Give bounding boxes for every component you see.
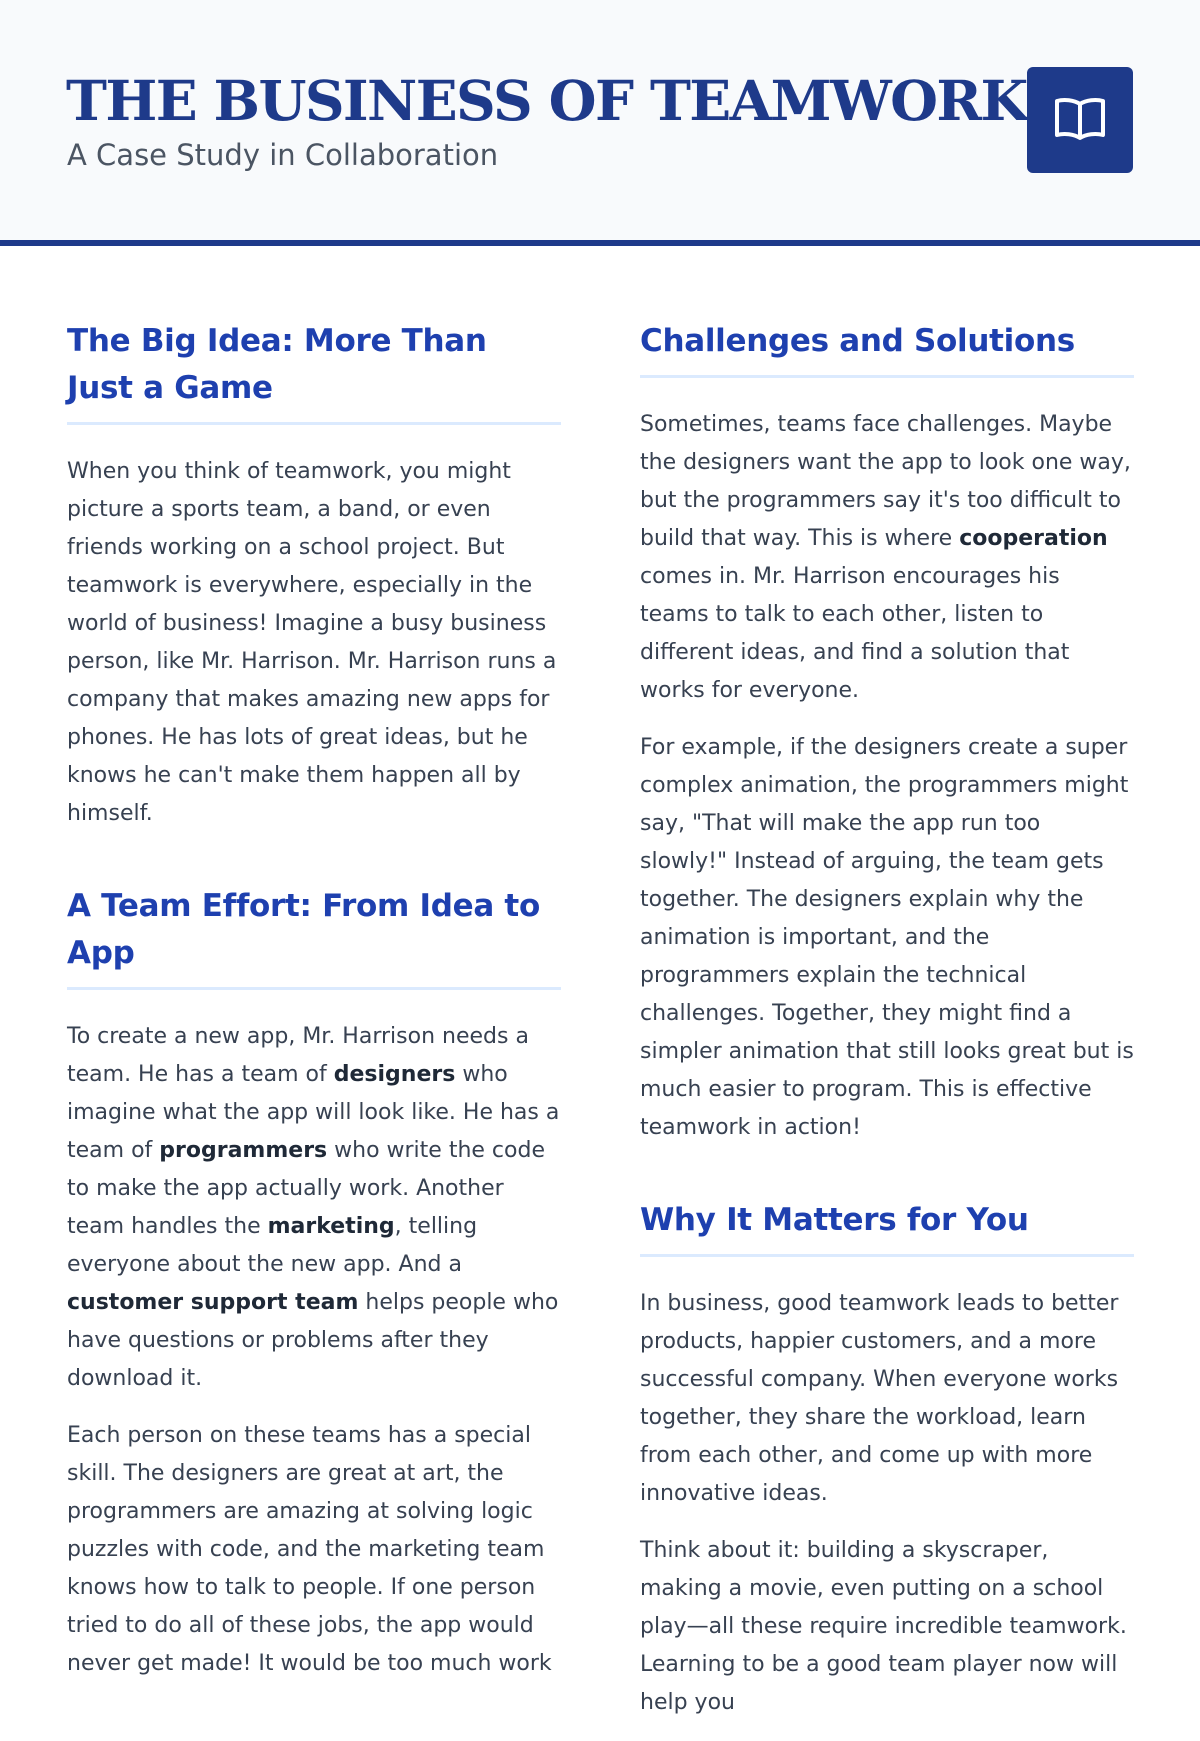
logo-badge — [1027, 67, 1133, 173]
paragraph: Think about it: building a skyscraper, making a movie, even putting on a school play—all these require incredible teamwork. Learning to be a good team player now will help you — [640, 1538, 1127, 1715]
section-heading: A Team Effort: From Idea to App — [67, 883, 561, 990]
header-banner — [0, 0, 1200, 246]
page-title: THE BUSINESS OF TEAMWORK — [66, 68, 1027, 133]
term-designers: designers — [333, 1062, 456, 1087]
page-subtitle: A Case Study in Collaboration — [67, 138, 499, 172]
section-heading: The Big Idea: More Than Just a Game — [67, 318, 561, 425]
section-challenges — [640, 318, 1134, 1147]
left-column — [67, 318, 561, 1702]
section-team-effort — [67, 883, 561, 1683]
section-heading: Why It Matters for You — [640, 1197, 1134, 1257]
paragraph: When you think of teamwork, you might picture a sports team, a band, or even friends working on a school project. But teamwork is everywhere, especially in the world of business! Imagine a busy business person, like Mr. Harrison. Mr. Harrison runs a company that makes amazing new apps for phones. He has lots of great ideas, but he knows he can't make them happen all by himself. — [67, 459, 557, 826]
term-cooperation: cooperation — [959, 526, 1108, 551]
paragraph: Each person on these teams has a special skill. The designers are great at art, the programmers are amazing at solving logic puzzles with code, and the marketing team knows how to talk to people. If one person tried to do all of these jobs, the app would never get made! It would be too much work — [67, 1423, 552, 1676]
term-marketing: marketing — [267, 1214, 395, 1239]
paragraph: For example, if the designers create a super complex animation, the programmers might say, "That will make the app run too slowly!" Instead of arguing, the team gets together. The designers explain why the animation is important, and the programmers explain the technical challenges. Together, they might find a simpler animation that still looks great but is much easier to program. This is effective teamwork in action! — [640, 735, 1134, 1140]
section-big-idea — [67, 318, 561, 833]
term-programmers: programmers — [159, 1138, 328, 1163]
right-column — [640, 318, 1134, 1741]
paragraph: To create a new app, Mr. Harrison needs a team. He has a team of designers who imagine what the app will look like. He has a team of programmers who write the code to make the app actually work. Another team handles the marketing, telling everyone about the new app. And a customer support team helps people who have questions or problems after they download it. — [67, 1024, 560, 1391]
paragraph: Sometimes, teams face challenges. Maybe the designers want the app to look one way, but the programmers say it's too difficult to build that way. This is where cooperation comes in. Mr. Harrison encourages his teams to talk to each other, listen to different ideas, and find a solution that works for everyone. — [640, 412, 1131, 703]
section-why-matters — [640, 1197, 1134, 1722]
open-book-icon — [1053, 95, 1107, 145]
term-customer-support: customer support team — [67, 1290, 359, 1315]
section-heading: Challenges and Solutions — [640, 318, 1134, 378]
paragraph: In business, good teamwork leads to better products, happier customers, and a more successful company. When everyone works together, they share the workload, learn from each other, and come up with more innovative ideas. — [640, 1291, 1119, 1506]
